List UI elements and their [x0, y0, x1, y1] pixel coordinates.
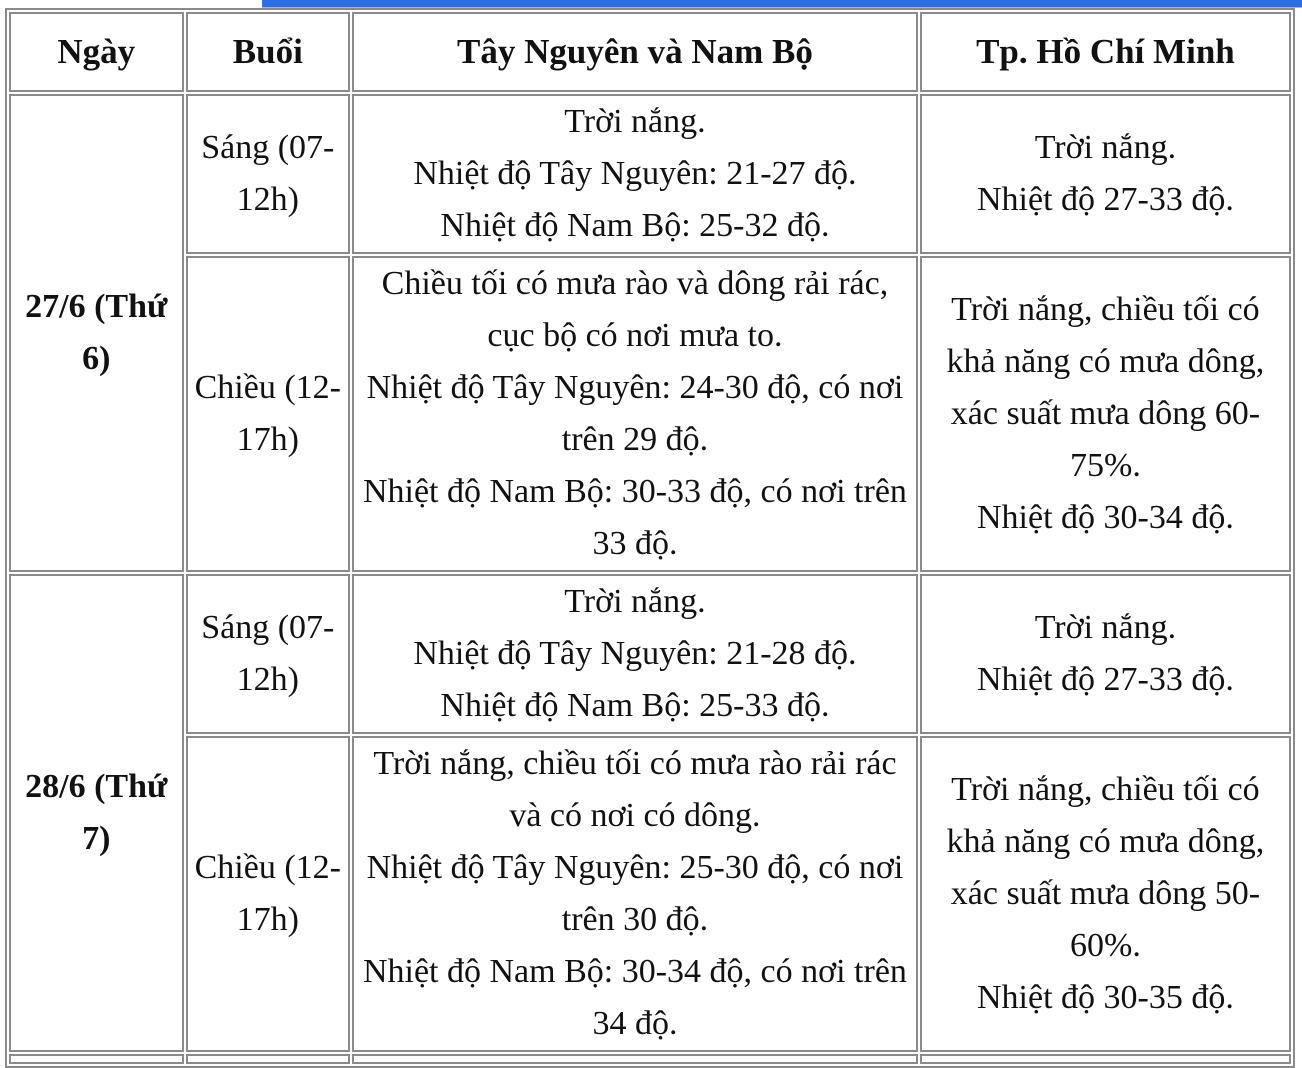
partial-cell — [352, 1054, 918, 1064]
city-text-line: Trời nắng. — [1034, 609, 1177, 646]
region-cell — [352, 94, 918, 254]
session-cell: Sáng (07-12h) — [186, 94, 351, 254]
region-text-line: Trời nắng. — [564, 583, 706, 620]
day-cell: 28/6 (Thứ 7) — [9, 574, 184, 1052]
city-cell — [920, 256, 1291, 572]
region-text-line: Nhiệt độ Nam Bộ: 25-32 độ. — [440, 207, 830, 244]
region-text-line: Nhiệt độ Tây Nguyên: 21-27 độ. — [413, 155, 857, 192]
table-row — [9, 94, 1291, 254]
table-row — [9, 256, 1291, 572]
partial-cell — [920, 1054, 1291, 1064]
city-text-line: Trời nắng, chiều tối có khả năng có mưa dông, xác suất mưa dông 50-60%. — [946, 771, 1265, 964]
top-accent-bar — [262, 0, 1302, 7]
region-text-line: Nhiệt độ Nam Bộ: 30-33 độ, có nơi trên 33 độ. — [362, 473, 907, 562]
table-row — [9, 736, 1291, 1052]
session-cell: Chiều (12-17h) — [186, 256, 351, 572]
region-cell — [352, 736, 918, 1052]
region-text-line: Chiều tối có mưa rào và dông rải rác, cục bộ có nơi mưa to. — [381, 265, 889, 354]
city-text-line: Trời nắng. — [1034, 129, 1177, 166]
partial-cell — [9, 1054, 184, 1064]
city-cell — [920, 94, 1291, 254]
city-text-line: Trời nắng, chiều tối có khả năng có mưa dông, xác suất mưa dông 60-75%. — [946, 291, 1265, 484]
region-cell — [352, 574, 918, 734]
day-cell: 27/6 (Thứ 6) — [9, 94, 184, 572]
city-text-line: Nhiệt độ 27-33 độ. — [976, 181, 1234, 218]
table-row-partial — [9, 1054, 1291, 1064]
region-text-line: Trời nắng. — [564, 103, 706, 140]
weather-forecast-table — [5, 8, 1295, 1068]
city-cell — [920, 736, 1291, 1052]
header-day: Ngày — [9, 12, 184, 92]
region-text-line: Nhiệt độ Nam Bộ: 30-34 độ, có nơi trên 34 độ. — [362, 953, 907, 1042]
header-city: Tp. Hồ Chí Minh — [920, 12, 1291, 92]
city-text-line: Nhiệt độ 30-34 độ. — [976, 499, 1234, 536]
table-row — [9, 574, 1291, 734]
session-cell: Sáng (07-12h) — [186, 574, 351, 734]
session-cell: Chiều (12-17h) — [186, 736, 351, 1052]
partial-cell — [186, 1054, 351, 1064]
header-session: Buổi — [186, 12, 351, 92]
region-text-line: Nhiệt độ Nam Bộ: 25-33 độ. — [440, 687, 830, 724]
city-cell — [920, 574, 1291, 734]
table-header-row — [9, 12, 1291, 92]
region-text-line: Nhiệt độ Tây Nguyên: 24-30 độ, có nơi trên 29 độ. — [366, 369, 904, 458]
city-text-line: Nhiệt độ 30-35 độ. — [976, 979, 1234, 1016]
city-text-line: Nhiệt độ 27-33 độ. — [976, 661, 1234, 698]
header-region: Tây Nguyên và Nam Bộ — [352, 12, 918, 92]
region-cell — [352, 256, 918, 572]
region-text-line: Nhiệt độ Tây Nguyên: 25-30 độ, có nơi trên 30 độ. — [366, 849, 904, 938]
region-text-line: Nhiệt độ Tây Nguyên: 21-28 độ. — [413, 635, 857, 672]
region-text-line: Trời nắng, chiều tối có mưa rào rải rác và có nơi có dông. — [373, 745, 897, 834]
